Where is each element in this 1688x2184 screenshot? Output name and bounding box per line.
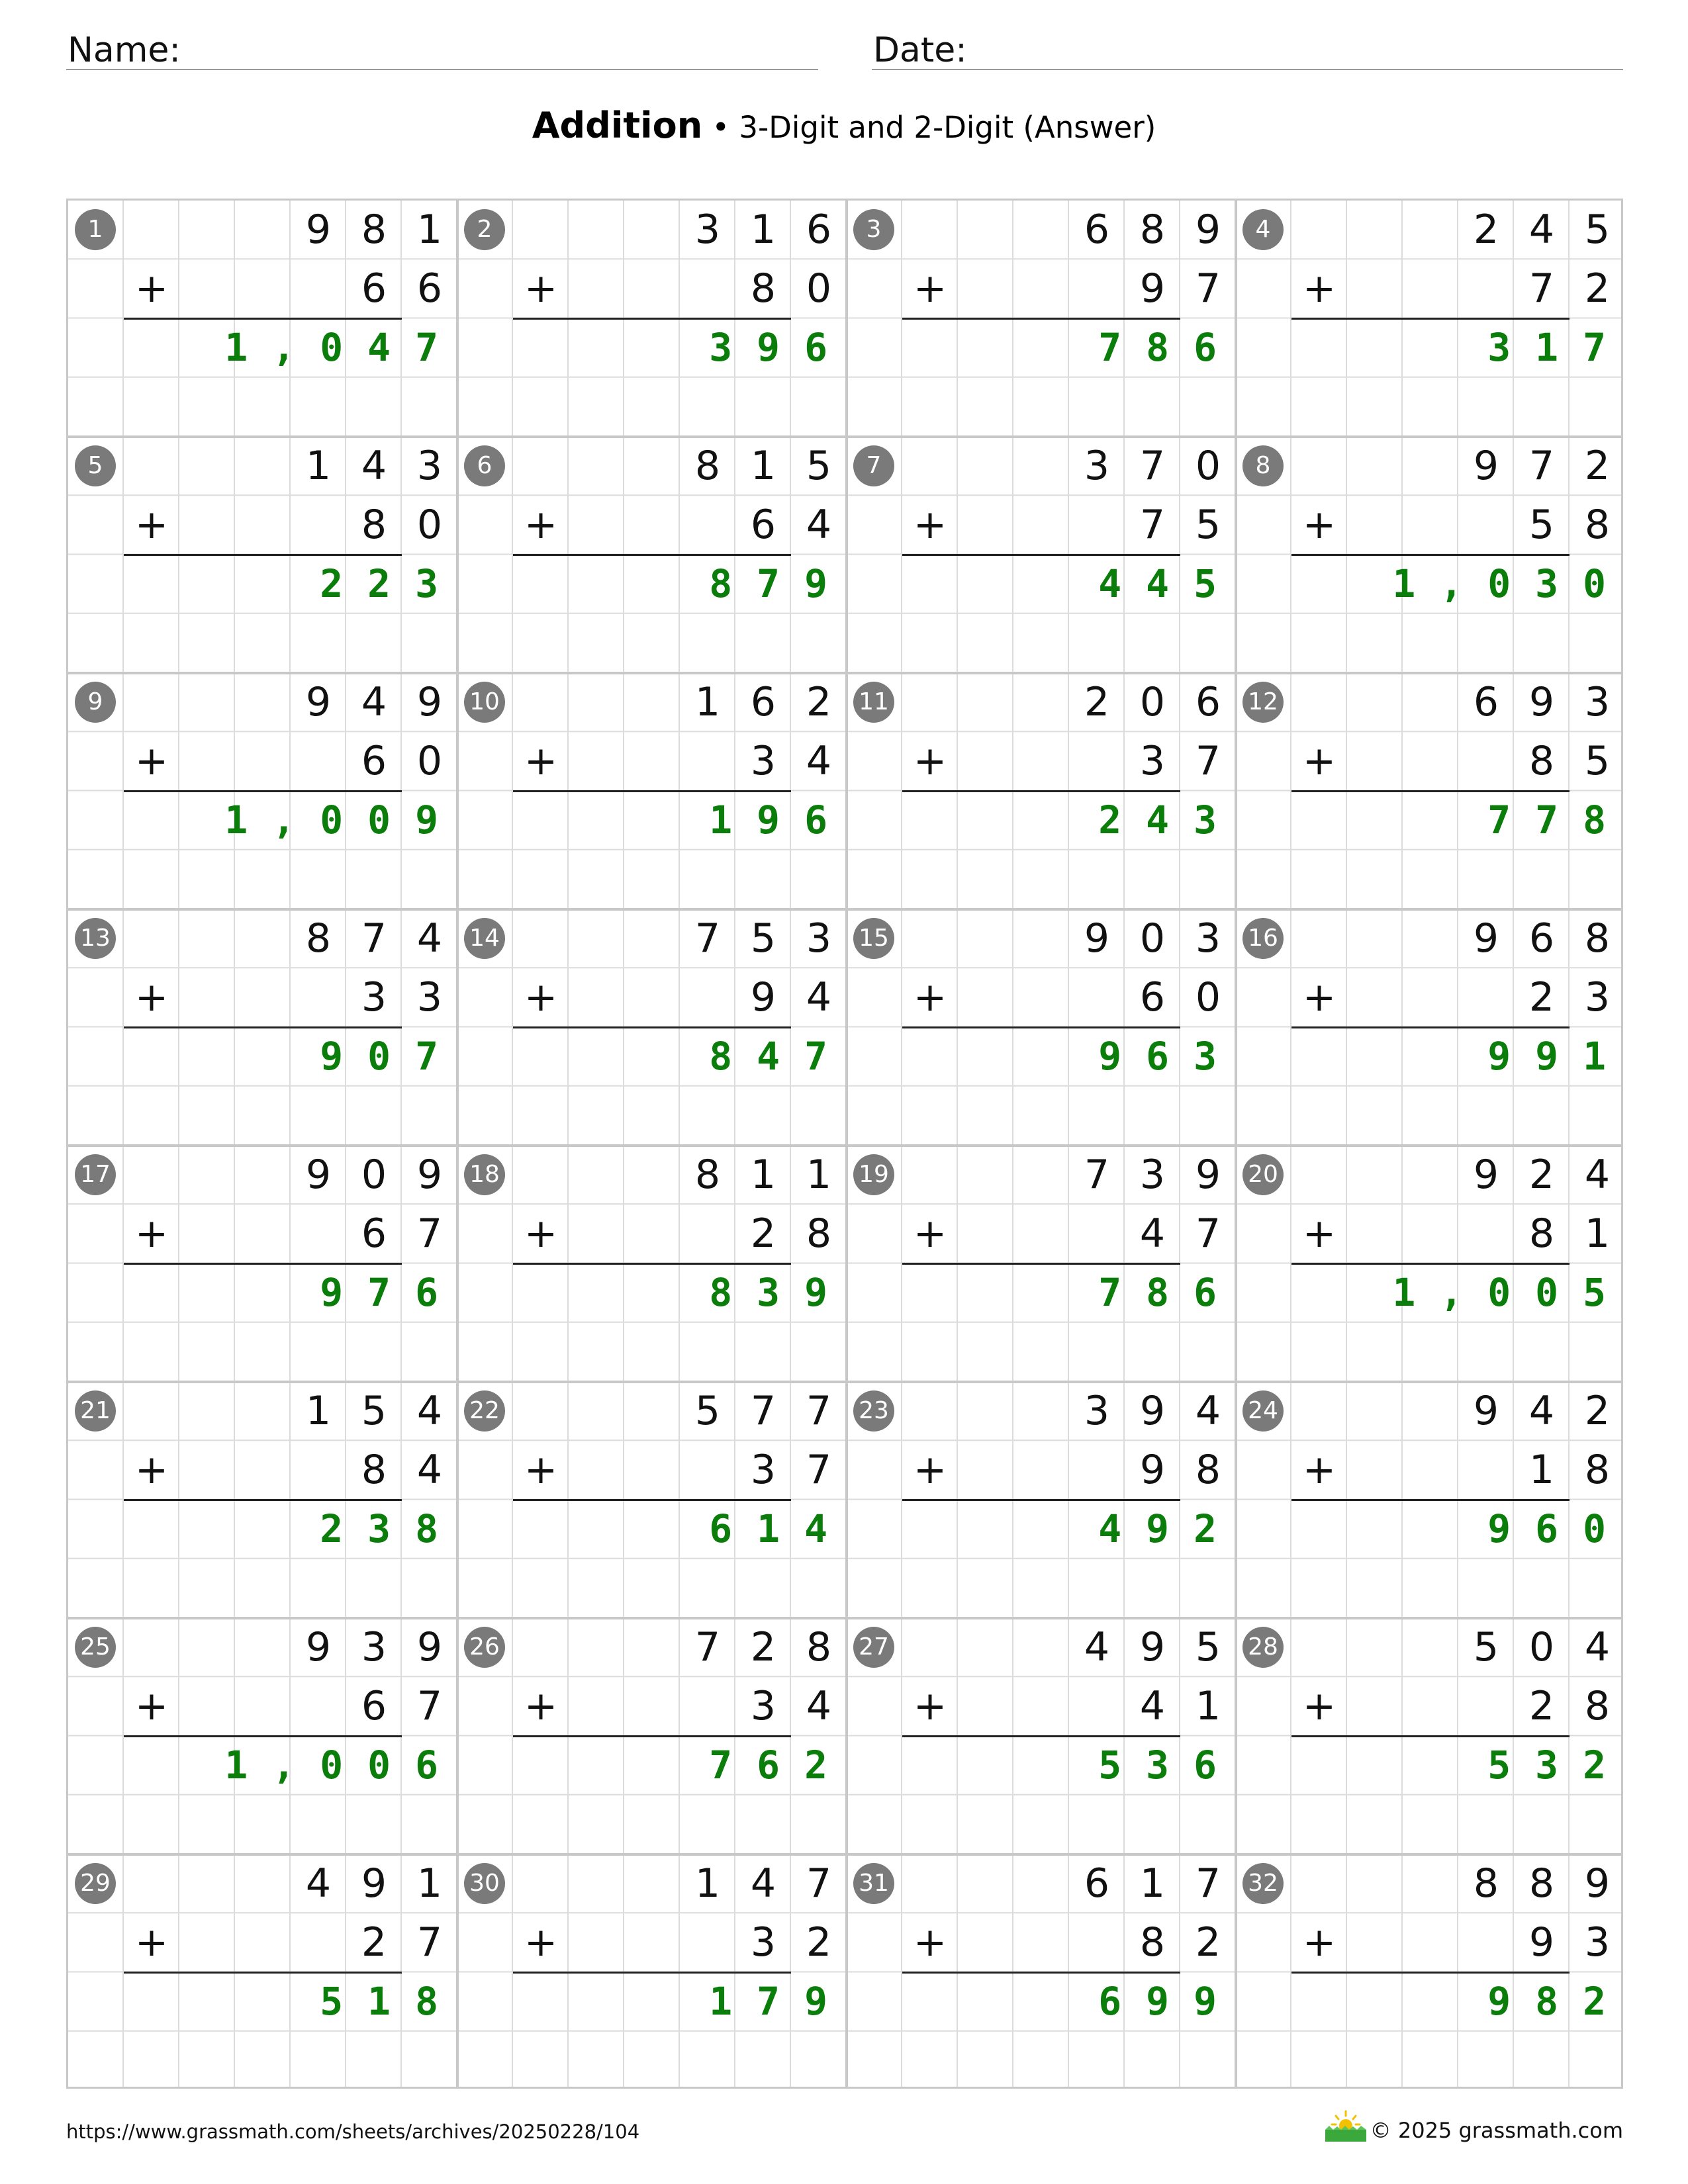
addend-digit: 8 — [806, 1210, 832, 1257]
addend-digit: 6 — [1195, 679, 1221, 725]
addend-digit: 3 — [750, 738, 776, 784]
addend-digit: 1 — [1528, 1447, 1555, 1493]
plus-sign: + — [913, 974, 947, 1021]
answer: 614 — [709, 1506, 852, 1551]
problem-number-badge: 9 — [75, 682, 116, 723]
addend-digit: 1 — [416, 1860, 443, 1907]
addend-digit: 8 — [806, 1624, 832, 1670]
answer: 492 — [1098, 1506, 1241, 1551]
answer: 847 — [709, 1034, 852, 1079]
addend-digit: 9 — [750, 974, 776, 1021]
addend-digit: 6 — [1473, 679, 1499, 725]
addend-digit: 2 — [1528, 1683, 1555, 1729]
problem-number-badge: 19 — [853, 1154, 894, 1195]
addend-digit: 6 — [361, 265, 387, 312]
answer: 991 — [1487, 1034, 1630, 1079]
addend-digit: 8 — [1139, 1919, 1166, 1966]
addend-digit: 9 — [416, 679, 443, 725]
footer-copyright: © 2025 grassmath.com — [1370, 2118, 1623, 2143]
problem — [1236, 1382, 1630, 1618]
addend-digit: 2 — [750, 1624, 776, 1670]
problem — [68, 1618, 463, 1854]
addend-digit: 0 — [416, 738, 443, 784]
answer: 699 — [1098, 1979, 1241, 2024]
addend-digit: 1 — [1584, 1210, 1611, 1257]
addend-digit: 6 — [750, 679, 776, 725]
plus-sign: + — [134, 502, 169, 548]
answer: 243 — [1098, 797, 1241, 842]
problem — [68, 1382, 463, 1618]
addend-digit: 9 — [1473, 1152, 1499, 1198]
addend-digit: 7 — [694, 1624, 721, 1670]
addend-digit: 8 — [1584, 1683, 1611, 1729]
addend-digit: 4 — [806, 974, 832, 1021]
addend-digit: 2 — [1584, 443, 1611, 489]
problem-number-badge: 26 — [464, 1627, 505, 1668]
addend-digit: 2 — [806, 679, 832, 725]
addend-digit: 7 — [1528, 443, 1555, 489]
problem-number-badge: 4 — [1243, 209, 1284, 250]
answer: 839 — [709, 1270, 852, 1315]
addend-digit: 9 — [1084, 915, 1110, 962]
addend-digit: 2 — [1528, 1152, 1555, 1198]
addend-digit: 9 — [305, 1152, 332, 1198]
addend-digit: 3 — [750, 1447, 776, 1493]
addend-digit: 6 — [1139, 974, 1166, 1021]
addend-digit: 6 — [361, 1210, 387, 1257]
problem-number-badge: 27 — [853, 1627, 894, 1668]
addend-digit: 1 — [750, 443, 776, 489]
addend-digit: 3 — [1584, 679, 1611, 725]
addend-digit: 3 — [1084, 443, 1110, 489]
addend-digit: 7 — [1139, 443, 1166, 489]
answer: 762 — [709, 1743, 852, 1788]
addend-digit: 0 — [1195, 443, 1221, 489]
addend-digit: 6 — [361, 1683, 387, 1729]
problem-number-badge: 32 — [1243, 1863, 1284, 1904]
problem — [457, 1146, 852, 1382]
addend-digit: 7 — [1139, 502, 1166, 548]
plus-sign: + — [913, 1210, 947, 1257]
plus-sign: + — [913, 265, 947, 312]
addend-digit: 0 — [1528, 1624, 1555, 1670]
problem-number-badge: 24 — [1243, 1390, 1284, 1432]
plus-sign: + — [134, 1683, 169, 1729]
problem-number-badge: 28 — [1243, 1627, 1284, 1668]
addend-digit: 7 — [1195, 738, 1221, 784]
plus-sign: + — [1302, 1210, 1336, 1257]
addend-digit: 0 — [416, 502, 443, 548]
problem-number-badge: 7 — [853, 445, 894, 486]
grass-sun-logo-icon — [1321, 2109, 1370, 2143]
addend-digit: 7 — [806, 1447, 832, 1493]
problem-number-badge: 22 — [464, 1390, 505, 1432]
answer: 518 — [320, 1979, 463, 2024]
problem-number-badge: 6 — [464, 445, 505, 486]
answer: 238 — [320, 1506, 463, 1551]
addend-digit: 3 — [1084, 1388, 1110, 1434]
addend-digit: 1 — [750, 206, 776, 253]
addend-digit: 5 — [1195, 1624, 1221, 1670]
addend-digit: 6 — [750, 502, 776, 548]
addend-digit: 5 — [1528, 502, 1555, 548]
addend-digit: 9 — [1195, 1152, 1221, 1198]
addend-digit: 5 — [806, 443, 832, 489]
addend-digit: 8 — [694, 443, 721, 489]
problem-number-badge: 25 — [75, 1627, 116, 1668]
addend-digit: 3 — [1195, 915, 1221, 962]
addend-digit: 8 — [361, 502, 387, 548]
addend-digit: 6 — [806, 206, 832, 253]
addend-digit: 3 — [1139, 738, 1166, 784]
addend-digit: 4 — [1584, 1624, 1611, 1670]
addend-digit: 9 — [1584, 1860, 1611, 1907]
addend-digit: 3 — [361, 1624, 387, 1670]
problem-number-badge: 8 — [1243, 445, 1284, 486]
problem — [847, 201, 1241, 437]
problem — [68, 201, 463, 437]
addend-digit: 2 — [1473, 206, 1499, 253]
answer: 907 — [320, 1034, 463, 1079]
title-sub: • 3-Digit and 2-Digit (Answer) — [702, 110, 1156, 145]
addend-digit: 8 — [305, 915, 332, 962]
addend-digit: 0 — [361, 1152, 387, 1198]
addend-digit: 4 — [1584, 1152, 1611, 1198]
answer: 786 — [1098, 325, 1241, 370]
addend-digit: 7 — [361, 915, 387, 962]
addend-digit: 3 — [694, 206, 721, 253]
addend-digit: 1 — [750, 1152, 776, 1198]
problem — [457, 909, 852, 1146]
addend-digit: 2 — [1584, 265, 1611, 312]
addend-digit: 8 — [1473, 1860, 1499, 1907]
problem-number-badge: 30 — [464, 1863, 505, 1904]
addend-digit: 9 — [1528, 679, 1555, 725]
addend-digit: 3 — [806, 915, 832, 962]
problem — [68, 1146, 463, 1382]
answer: 445 — [1098, 561, 1241, 606]
addend-digit: 7 — [1195, 1210, 1221, 1257]
addend-digit: 8 — [1195, 1447, 1221, 1493]
plus-sign: + — [913, 1447, 947, 1493]
plus-sign: + — [524, 502, 558, 548]
addend-digit: 4 — [416, 915, 443, 962]
addend-digit: 3 — [1584, 1919, 1611, 1966]
addend-digit: 3 — [361, 974, 387, 1021]
addend-digit: 5 — [694, 1388, 721, 1434]
addend-digit: 4 — [305, 1860, 332, 1907]
addend-digit: 9 — [305, 1624, 332, 1670]
addend-digit: 9 — [1473, 915, 1499, 962]
addend-digit: 7 — [1528, 265, 1555, 312]
plus-sign: + — [524, 1919, 558, 1966]
addend-digit: 8 — [1584, 502, 1611, 548]
plus-sign: + — [134, 265, 169, 312]
plus-sign: + — [134, 1447, 169, 1493]
addend-digit: 9 — [1139, 1447, 1166, 1493]
addend-digit: 4 — [1528, 206, 1555, 253]
addend-digit: 1 — [305, 443, 332, 489]
problem-number-badge: 10 — [464, 682, 505, 723]
problem-grid — [66, 199, 1630, 2089]
plus-sign: + — [524, 265, 558, 312]
plus-sign: + — [524, 974, 558, 1021]
plus-sign: + — [134, 738, 169, 784]
addend-digit: 1 — [694, 1860, 721, 1907]
problem-number-badge: 31 — [853, 1863, 894, 1904]
addend-digit: 6 — [416, 265, 443, 312]
addend-digit: 7 — [416, 1919, 443, 1966]
answer: 1,006 — [224, 1743, 463, 1788]
problem — [1236, 1618, 1630, 1854]
problem — [1236, 909, 1630, 1146]
addend-digit: 4 — [750, 1860, 776, 1907]
problem-number-badge: 21 — [75, 1390, 116, 1432]
problem — [847, 909, 1241, 1146]
answer: 179 — [709, 1979, 852, 2024]
plus-sign: + — [134, 1210, 169, 1257]
addend-digit: 3 — [750, 1919, 776, 1966]
answer: 879 — [709, 561, 852, 606]
addend-digit: 4 — [361, 443, 387, 489]
addend-digit: 7 — [806, 1388, 832, 1434]
plus-sign: + — [1302, 738, 1336, 784]
problem — [1236, 1146, 1630, 1382]
addend-digit: 9 — [416, 1624, 443, 1670]
addend-digit: 9 — [1195, 206, 1221, 253]
addend-digit: 4 — [806, 502, 832, 548]
addend-digit: 4 — [1528, 1388, 1555, 1434]
addend-digit: 9 — [1139, 1624, 1166, 1670]
plus-sign: + — [524, 738, 558, 784]
answer: 317 — [1487, 325, 1630, 370]
plus-sign: + — [913, 738, 947, 784]
addend-digit: 9 — [1473, 1388, 1499, 1434]
addend-digit: 2 — [1084, 679, 1110, 725]
problem — [68, 909, 463, 1146]
problem — [68, 1854, 463, 2091]
addend-digit: 1 — [1195, 1683, 1221, 1729]
problem — [457, 1854, 852, 2091]
problem-number-badge: 11 — [853, 682, 894, 723]
footer-url[interactable]: https://www.grassmath.com/sheets/archives/20250228/104 — [66, 2120, 640, 2143]
problem — [847, 1618, 1241, 1854]
answer: 396 — [709, 325, 852, 370]
problem-number-badge: 12 — [1243, 682, 1284, 723]
addend-digit: 8 — [1584, 1447, 1611, 1493]
addend-digit: 4 — [1195, 1388, 1221, 1434]
addend-digit: 6 — [361, 738, 387, 784]
addend-digit: 1 — [806, 1152, 832, 1198]
addend-digit: 0 — [806, 265, 832, 312]
addend-digit: 8 — [694, 1152, 721, 1198]
addend-digit: 9 — [1473, 443, 1499, 489]
addend-digit: 3 — [750, 1683, 776, 1729]
addend-digit: 9 — [305, 206, 332, 253]
addend-digit: 6 — [1528, 915, 1555, 962]
plus-sign: + — [524, 1683, 558, 1729]
addend-digit: 4 — [806, 1683, 832, 1729]
problem-number-badge: 15 — [853, 918, 894, 959]
worksheet-title — [0, 105, 1688, 146]
answer: 223 — [320, 561, 463, 606]
addend-digit: 2 — [806, 1919, 832, 1966]
plus-sign: + — [913, 1683, 947, 1729]
addend-digit: 8 — [361, 206, 387, 253]
problem-number-badge: 29 — [75, 1863, 116, 1904]
addend-digit: 3 — [1584, 974, 1611, 1021]
problem-number-badge: 17 — [75, 1154, 116, 1195]
answer: 532 — [1487, 1743, 1630, 1788]
addend-digit: 9 — [1528, 1919, 1555, 1966]
problem — [1236, 1854, 1630, 2091]
problem — [68, 673, 463, 909]
problem — [847, 1854, 1241, 2091]
problem — [847, 673, 1241, 909]
problem — [457, 1382, 852, 1618]
addend-digit: 9 — [361, 1860, 387, 1907]
plus-sign: + — [913, 502, 947, 548]
problem-number-badge: 13 — [75, 918, 116, 959]
answer: 963 — [1098, 1034, 1241, 1079]
problem-number-badge: 16 — [1243, 918, 1284, 959]
addend-digit: 7 — [416, 1683, 443, 1729]
addend-digit: 7 — [694, 915, 721, 962]
addend-digit: 9 — [1139, 265, 1166, 312]
addend-digit: 8 — [361, 1447, 387, 1493]
answer: 1,047 — [224, 325, 463, 370]
date-field[interactable] — [872, 25, 1623, 70]
problem-number-badge: 2 — [464, 209, 505, 250]
addend-digit: 5 — [1195, 502, 1221, 548]
addend-digit: 8 — [750, 265, 776, 312]
problem — [457, 673, 852, 909]
plus-sign: + — [1302, 502, 1336, 548]
plus-sign: + — [1302, 1683, 1336, 1729]
problem-number-badge: 14 — [464, 918, 505, 959]
problem-number-badge: 18 — [464, 1154, 505, 1195]
addend-digit: 9 — [305, 679, 332, 725]
plus-sign: + — [1302, 974, 1336, 1021]
addend-digit: 2 — [361, 1919, 387, 1966]
plus-sign: + — [1302, 265, 1336, 312]
addend-digit: 2 — [1584, 1388, 1611, 1434]
problem — [847, 1146, 1241, 1382]
addend-digit: 1 — [305, 1388, 332, 1434]
name-field[interactable] — [66, 25, 818, 70]
problem — [457, 437, 852, 673]
addend-digit: 0 — [1195, 974, 1221, 1021]
addend-digit: 5 — [1584, 738, 1611, 784]
answer: 982 — [1487, 1979, 1630, 2024]
problem — [847, 437, 1241, 673]
plus-sign: + — [1302, 1919, 1336, 1966]
answer: 778 — [1487, 797, 1630, 842]
problem — [1236, 673, 1630, 909]
name-label: Name: — [68, 30, 181, 70]
addend-digit: 3 — [416, 443, 443, 489]
addend-digit: 5 — [1584, 206, 1611, 253]
addend-digit: 8 — [1528, 1860, 1555, 1907]
addend-digit: 8 — [1528, 1210, 1555, 1257]
problem-number-badge: 3 — [853, 209, 894, 250]
addend-digit: 5 — [361, 1388, 387, 1434]
problem — [457, 1618, 852, 1854]
plus-sign: + — [524, 1210, 558, 1257]
answer: 536 — [1098, 1743, 1241, 1788]
addend-digit: 0 — [1139, 679, 1166, 725]
addend-digit: 7 — [1084, 1152, 1110, 1198]
addend-digit: 9 — [1139, 1388, 1166, 1434]
problem — [1236, 437, 1630, 673]
addend-digit: 1 — [416, 206, 443, 253]
addend-digit: 8 — [1528, 738, 1555, 784]
problem-number-badge: 20 — [1243, 1154, 1284, 1195]
addend-digit: 4 — [806, 738, 832, 784]
addend-digit: 7 — [416, 1210, 443, 1257]
date-label: Date: — [873, 30, 967, 70]
addend-digit: 4 — [416, 1447, 443, 1493]
answer: 1,009 — [224, 797, 463, 842]
addend-digit: 2 — [1195, 1919, 1221, 1966]
addend-digit: 1 — [694, 679, 721, 725]
addend-digit: 3 — [1139, 1152, 1166, 1198]
addend-digit: 4 — [1139, 1210, 1166, 1257]
addend-digit: 3 — [416, 974, 443, 1021]
addend-digit: 5 — [1473, 1624, 1499, 1670]
addend-digit: 7 — [1195, 265, 1221, 312]
plus-sign: + — [524, 1447, 558, 1493]
problem-number-badge: 5 — [75, 445, 116, 486]
addend-digit: 4 — [1139, 1683, 1166, 1729]
addend-digit: 8 — [1139, 206, 1166, 253]
addend-digit: 6 — [1084, 206, 1110, 253]
answer: 960 — [1487, 1506, 1630, 1551]
problem-number-badge: 1 — [75, 209, 116, 250]
problem — [1236, 201, 1630, 437]
addend-digit: 6 — [1084, 1860, 1110, 1907]
plus-sign: + — [913, 1919, 947, 1966]
addend-digit: 7 — [1195, 1860, 1221, 1907]
plus-sign: + — [134, 1919, 169, 1966]
addend-digit: 2 — [750, 1210, 776, 1257]
addend-digit: 7 — [806, 1860, 832, 1907]
addend-digit: 7 — [750, 1388, 776, 1434]
answer: 196 — [709, 797, 852, 842]
addend-digit: 4 — [416, 1388, 443, 1434]
answer: 1,030 — [1392, 561, 1630, 606]
answer: 1,005 — [1392, 1270, 1630, 1315]
addend-digit: 2 — [1528, 974, 1555, 1021]
addend-digit: 8 — [1584, 915, 1611, 962]
plus-sign: + — [1302, 1447, 1336, 1493]
addend-digit: 5 — [750, 915, 776, 962]
addend-digit: 4 — [1084, 1624, 1110, 1670]
problem — [847, 1382, 1241, 1618]
problem — [68, 437, 463, 673]
addend-digit: 0 — [1139, 915, 1166, 962]
addend-digit: 1 — [1139, 1860, 1166, 1907]
problem-number-badge: 23 — [853, 1390, 894, 1432]
answer: 976 — [320, 1270, 463, 1315]
problem — [457, 201, 852, 437]
answer: 786 — [1098, 1270, 1241, 1315]
plus-sign: + — [134, 974, 169, 1021]
addend-digit: 9 — [416, 1152, 443, 1198]
title-main: Addition — [532, 105, 703, 146]
addend-digit: 4 — [361, 679, 387, 725]
